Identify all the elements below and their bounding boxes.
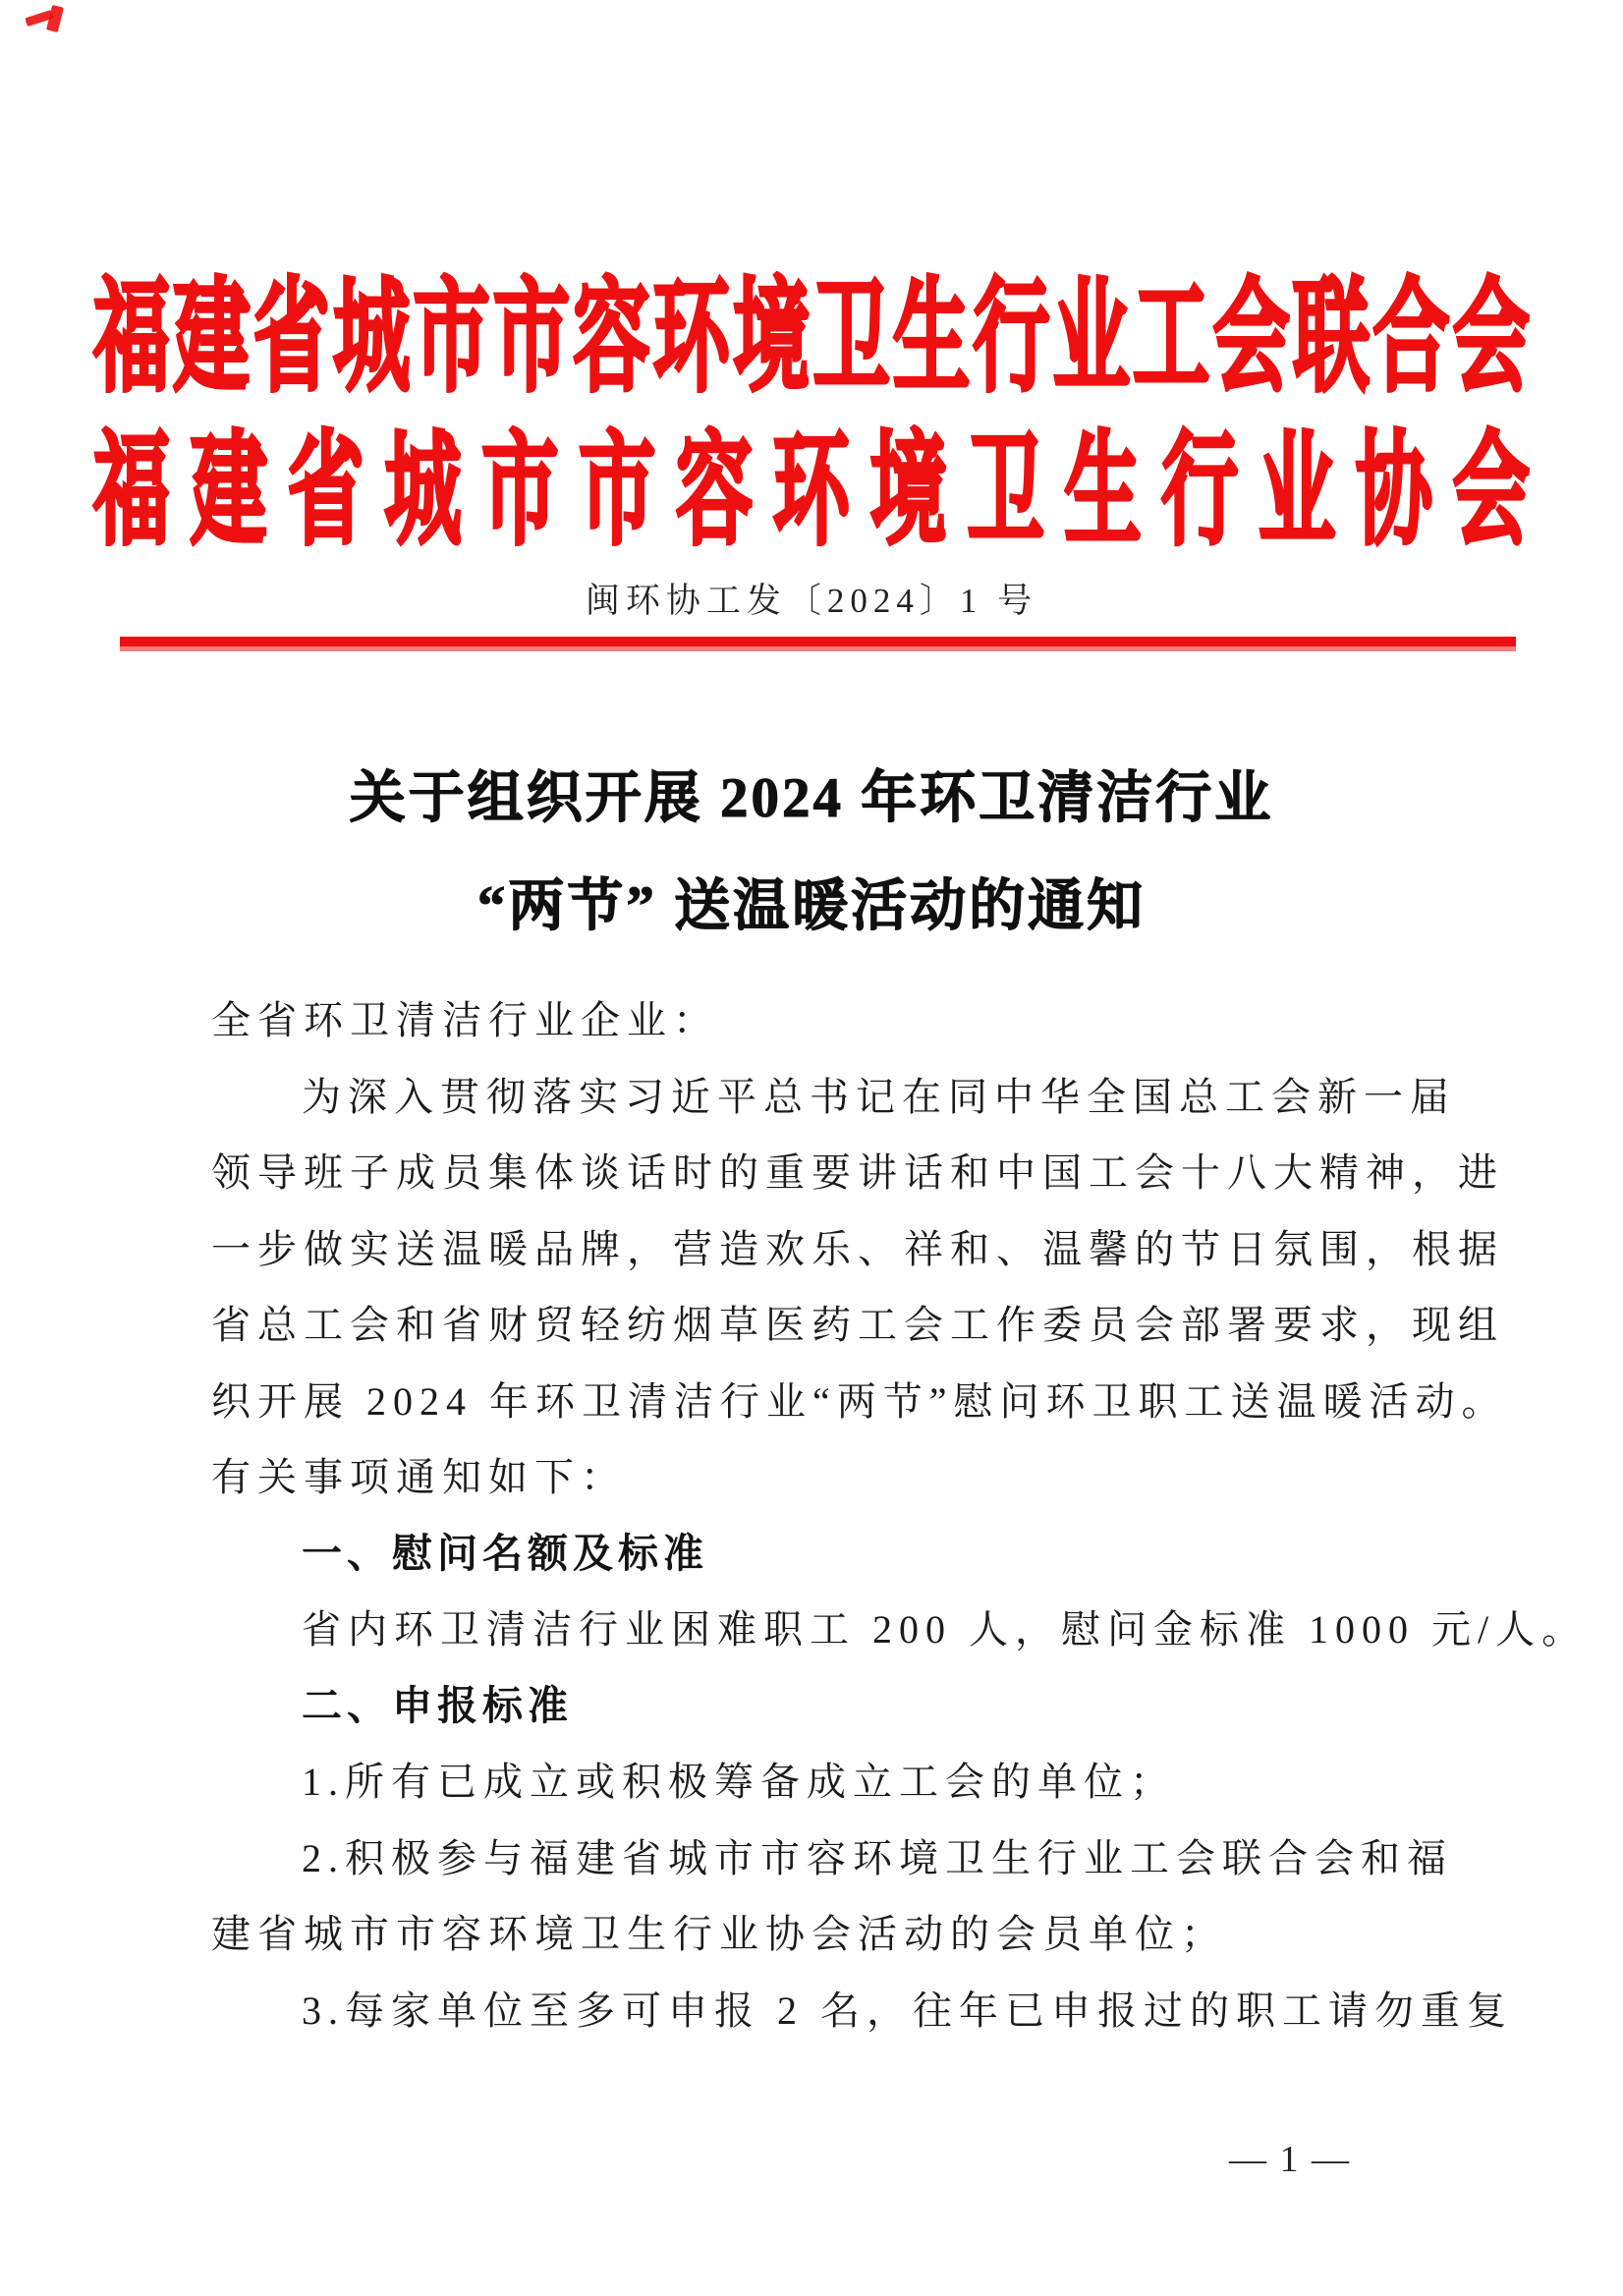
- org-name-char: 工: [1133, 269, 1210, 407]
- org-name-char: 行: [1161, 422, 1239, 560]
- org-name-char: 卫: [967, 422, 1044, 560]
- org-name-char: 省: [287, 422, 364, 560]
- org-name-char: 卫: [812, 269, 890, 407]
- body-line: 2.积极参与福建省城市市容环境卫生行业工会联合会和福: [302, 1835, 1453, 1880]
- org-name-char: 建: [173, 269, 251, 407]
- org-name-char: 业: [1259, 422, 1336, 560]
- org-name-char: 福: [93, 422, 171, 560]
- document-body: [211, 982, 1589, 2048]
- title-line-2: “两节” 送温暖活动的通知: [476, 875, 1147, 937]
- org-name-char: 境: [733, 269, 811, 407]
- org-name-char: 福: [93, 269, 171, 407]
- org-name-char: 境: [869, 422, 947, 560]
- org-name-line-1: [93, 269, 1530, 407]
- org-name-char: 市: [481, 422, 559, 560]
- org-name-char: 环: [772, 422, 850, 560]
- org-name-char: 会: [1452, 422, 1530, 560]
- org-name-char: 会: [1452, 269, 1530, 407]
- body-line: 织开展 2024 年环卫清洁行业“两节”慰问环卫职工送温暖活动。: [211, 1378, 1508, 1424]
- org-name-char: 城: [384, 422, 462, 560]
- scan-artifact-mark: [46, 5, 64, 32]
- org-name-char: 联: [1293, 269, 1371, 407]
- org-name-char: 市: [493, 269, 571, 407]
- org-name-char: 城: [333, 269, 411, 407]
- org-name-char: 合: [1372, 269, 1450, 407]
- org-name-char: 生: [1064, 422, 1142, 560]
- org-name-char: 容: [676, 422, 754, 560]
- body-line: 3.每家单位至多可申报 2 名，往年已申报过的职工请勿重复: [302, 1988, 1513, 2033]
- org-name-char: 环: [652, 269, 730, 407]
- org-name-line-2: [93, 422, 1530, 560]
- org-name-char: 协: [1355, 422, 1432, 560]
- body-line: 1.所有已成立或积极筹备成立工会的单位；: [302, 1760, 1176, 1804]
- page-number: — 1 —: [1229, 2139, 1351, 2180]
- org-name-char: 建: [190, 422, 267, 560]
- body-line: 全省环卫清洁行业企业：: [211, 998, 719, 1042]
- body-line: 领导班子成员集体谈话时的重要讲话和中国工会十八大精神，进: [211, 1150, 1504, 1195]
- red-divider-line: [120, 637, 1516, 651]
- org-name-char: 会: [1212, 269, 1290, 407]
- section-heading: 一、慰问名额及标准: [302, 1530, 708, 1576]
- body-line: 为深入贯彻落实习近平总书记在同中华全国总工会新一届: [302, 1074, 1456, 1119]
- title-line-1: 关于组织开展 2024 年环卫清洁行业: [349, 767, 1274, 829]
- body-line: 省内环卫清洁行业困难职工 200 人，慰问金标准 1000 元/人。: [302, 1607, 1589, 1652]
- body-line: 一步做实送温暖品牌，营造欢乐、祥和、温馨的节日氛围，根据: [211, 1226, 1504, 1271]
- org-name-char: 行: [973, 269, 1050, 407]
- org-name-char: 市: [413, 269, 490, 407]
- document-number: 闽环协工发〔2024〕1 号: [585, 582, 1038, 620]
- body-line: 建省城市市容环境卫生行业协会活动的会员单位；: [211, 1912, 1227, 1956]
- org-name-char: 容: [573, 269, 650, 407]
- org-name-char: 市: [579, 422, 656, 560]
- org-name-char: 省: [252, 269, 330, 407]
- section-heading: 二、申报标准: [302, 1682, 573, 1728]
- org-name-char: 业: [1052, 269, 1130, 407]
- document-title: [0, 745, 1623, 961]
- body-line: 省总工会和省财贸轻纺烟草医药工会工作委员会部署要求，现组: [211, 1303, 1504, 1347]
- org-name-char: 生: [893, 269, 971, 407]
- body-line: 有关事项通知如下：: [211, 1455, 627, 1499]
